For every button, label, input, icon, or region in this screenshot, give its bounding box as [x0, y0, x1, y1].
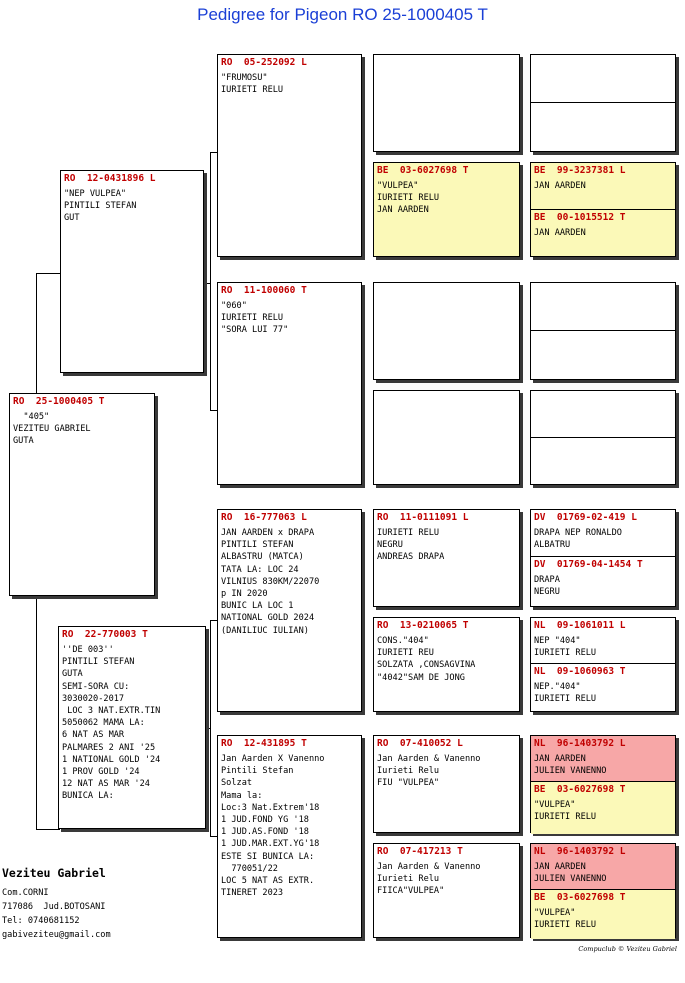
pigeon-info-line: ''DE 003'': [62, 645, 114, 655]
pigeon-info-line: BUNICA LA:: [62, 791, 114, 802]
connector-line: [36, 596, 37, 829]
pigeon-info-line: Pintili Stefan: [221, 766, 294, 777]
pigeon-ring-id: BE 03-6027698 T: [534, 892, 626, 903]
pigeon-info-line: SEMI-SORA CU:: [62, 681, 130, 692]
pigeon-info-line: IURIETI RELU: [377, 193, 440, 204]
pigeon-info-line: VILNIUS 830KM/22070: [221, 576, 320, 587]
pigeon-info-line: NEGRU: [534, 587, 560, 598]
pigeon-card-dam-sire-sire[interactable]: [373, 509, 520, 607]
pigeon-info-line: 1 JUD.AS.FOND '18: [221, 827, 309, 838]
pigeon-info-line: Jan Aarden & Vanenno: [377, 862, 481, 872]
pigeon-info-line: IURIETI RELU: [221, 313, 284, 324]
pigeon-info-line: IURIETI RELU: [534, 920, 597, 931]
pigeon-ring-id: RO 13-0210065 T: [377, 620, 469, 631]
pigeon-info-line: 770051/22: [221, 863, 278, 874]
pigeon-info-line: PINTILI STEFAN: [221, 540, 294, 551]
pigeon-info-line: PINTILI STEFAN: [64, 201, 137, 212]
pigeon-card-empty[interactable]: [373, 54, 520, 152]
connector-line: [210, 836, 217, 837]
pigeon-ring-id: RO 12-431895 T: [221, 738, 307, 749]
pigeon-info-line: Iurieti Relu: [377, 766, 440, 777]
connector-line: [36, 829, 60, 830]
pigeon-info-line: BUNIC LA LOC 1: [221, 601, 294, 612]
connector-line: [210, 152, 217, 153]
pigeon-card-empty[interactable]: [373, 282, 520, 380]
pigeon-card-dam-dam[interactable]: [217, 735, 362, 938]
pigeon-info-line: IURIETI RELU: [377, 528, 440, 538]
pigeon-info-line: Mama la:: [221, 790, 263, 801]
owner-name: Veziteu Gabriel: [2, 866, 106, 880]
pigeon-info-line: CONS."404": [377, 636, 429, 646]
pigeon-info-line: NEGRU: [377, 540, 403, 551]
pigeon-info-line: ALBASTRU (MATCA): [221, 552, 304, 563]
pigeon-info-line: GUTA: [62, 669, 83, 680]
pigeon-card-dam[interactable]: [58, 626, 206, 829]
pigeon-info-line: JAN AARDEN x DRAPA: [221, 528, 315, 538]
pigeon-card-empty[interactable]: [373, 390, 520, 485]
pigeon-card-sire[interactable]: [60, 170, 204, 373]
pigeon-card-pair-dam-sire-dam[interactable]: [530, 617, 676, 712]
owner-address-line: 717086 Jud.BOTOSANI: [2, 902, 106, 912]
page-title: Pedigree for Pigeon RO 25-1000405 T: [197, 5, 488, 24]
pigeon-info-line: FIU "VULPEA": [377, 778, 440, 789]
pigeon-ring-id: NL 96-1403792 L: [534, 846, 626, 857]
pigeon-ring-id: BE 03-6027698 T: [377, 165, 469, 176]
pigeon-card-dam-sire[interactable]: [217, 509, 362, 712]
pigeon-ring-id: RO 11-100060 T: [221, 285, 307, 296]
pigeon-ring-id: RO 07-410052 L: [377, 738, 463, 749]
pigeon-ring-id: DV 01769-02-419 L: [534, 512, 637, 523]
owner-phone: Tel: 0740681152: [2, 916, 80, 926]
pigeon-info-line: Solzat: [221, 778, 253, 789]
pigeon-card-dam-sire-dam[interactable]: [373, 617, 520, 712]
pigeon-info-line: IURIETI RELU: [534, 648, 597, 659]
connector-line: [210, 410, 217, 411]
pigeon-ring-id: RO 05-252092 L: [221, 57, 307, 68]
pigeon-info-line: FIICA"VULPEA": [377, 886, 445, 897]
pigeon-info-line: 1 JUD.FOND YG '18: [221, 815, 309, 826]
pigeon-info-line: JAN AARDEN: [377, 205, 429, 216]
pigeon-card-empty-pair[interactable]: [530, 54, 676, 152]
pigeon-info-line: VEZITEU GABRIEL: [13, 424, 91, 435]
pigeon-info-line: Iurieti Relu: [377, 874, 440, 885]
pigeon-info-line: IURIETI RELU: [534, 694, 597, 705]
pigeon-card-dam-dam-sire[interactable]: [373, 735, 520, 833]
pigeon-card-sire-sire-dam[interactable]: [373, 162, 520, 257]
pigeon-info-line: TATA LA: LOC 24: [221, 564, 299, 575]
pigeon-info-line: SOLZATA ,CONSAGVINA: [377, 660, 476, 671]
pigeon-info-line: Jan Aarden X Vanenno: [221, 754, 325, 764]
pigeon-info-line: "060": [221, 301, 247, 311]
pigeon-info-line: 1 PROV GOLD '24: [62, 767, 140, 778]
footer-credit: Compuclub © Veziteu Gabriel: [578, 945, 677, 953]
pigeon-info-line: JAN AARDEN: [534, 862, 586, 872]
pigeon-ring-id: BE 03-6027698 T: [534, 784, 626, 795]
pigeon-info-line: GUTA: [13, 436, 34, 447]
pigeon-info-line: PALMARES 2 ANI '25: [62, 742, 156, 753]
pigeon-info-line: "405": [13, 412, 50, 422]
pigeon-ring-id: RO 07-417213 T: [377, 846, 463, 857]
pigeon-ring-id: NL 96-1403792 L: [534, 738, 626, 749]
pigeon-info-line: NEP."404": [534, 682, 581, 692]
pigeon-info-line: LOC 5 NAT AS EXTR.: [221, 876, 315, 887]
pigeon-info-line: "VULPEA": [534, 800, 576, 810]
pigeon-card-pair-sire-sire-dam[interactable]: [530, 162, 676, 257]
pigeon-ring-id: RO 12-0431896 L: [64, 173, 156, 184]
pigeon-info-line: "VULPEA": [534, 908, 576, 918]
pigeon-card-subject[interactable]: [9, 393, 155, 596]
pigeon-ring-id: NL 09-1060963 T: [534, 666, 626, 677]
pigeon-info-line: IURIETI REU: [377, 648, 434, 659]
pigeon-info-line: 1 JUD.MAR.EXT.YG'18: [221, 839, 320, 850]
pigeon-info-line: IURIETI RELU: [534, 812, 597, 823]
pigeon-info-line: NATIONAL GOLD 2024: [221, 613, 315, 624]
connector-line: [210, 152, 211, 410]
pigeon-card-sire-dam[interactable]: [217, 282, 362, 485]
pigeon-ring-id: RO 25-1000405 T: [13, 396, 105, 407]
pigeon-info-line: p IN 2020: [221, 589, 268, 600]
pigeon-ring-id: NL 09-1061011 L: [534, 620, 626, 631]
connector-line: [36, 273, 37, 393]
pigeon-ring-id: RO 22-770003 T: [62, 629, 148, 640]
pigeon-info-line: JAN AARDEN: [534, 228, 586, 238]
pigeon-info-line: JAN AARDEN: [534, 754, 586, 764]
pigeon-info-line: ALBATRU: [534, 540, 571, 551]
pigeon-info-line: "FRUMOSU": [221, 73, 268, 83]
pigeon-info-line: "VULPEA": [377, 181, 419, 191]
pigeon-info-line: "SORA LUI 77": [221, 325, 289, 336]
connector-line: [36, 273, 60, 274]
pigeon-info-line: GUT: [64, 213, 80, 224]
pigeon-info-line: TINERET 2023: [221, 888, 284, 899]
pigeon-info-line: ANDREAS DRAPA: [377, 552, 445, 563]
pigeon-info-line: JAN AARDEN: [534, 181, 586, 191]
pigeon-info-line: JULIEN VANENNO: [534, 766, 607, 777]
pigeon-info-line: PINTILI STEFAN: [62, 657, 135, 668]
pigeon-info-line: JULIEN VANENNO: [534, 874, 607, 885]
pigeon-info-line: 6 NAT AS MAR: [62, 730, 125, 741]
pigeon-info-line: NEP "404": [534, 636, 581, 646]
pigeon-info-line: "NEP VULPEA": [64, 189, 127, 199]
pigeon-info-line: "4042"SAM DE JONG: [377, 672, 465, 683]
pigeon-ring-id: RO 11-0111091 L: [377, 512, 469, 523]
pigeon-card-sire-sire[interactable]: [217, 54, 362, 257]
pigeon-info-line: IURIETI RELU: [221, 85, 284, 96]
pigeon-info-line: DRAPA: [534, 575, 560, 585]
owner-email: gabiveziteu@gmail.com: [2, 930, 111, 940]
pigeon-ring-id: DV 01769-04-1454 T: [534, 559, 643, 570]
pigeon-card-empty-pair[interactable]: [530, 282, 676, 380]
pigeon-card-pair-dam-dam-dam[interactable]: [530, 843, 676, 938]
pigeon-ring-id: BE 00-1015512 T: [534, 212, 626, 223]
pigeon-info-line: Jan Aarden & Vanenno: [377, 754, 481, 764]
pigeon-ring-id: BE 99-3237381 L: [534, 165, 626, 176]
pigeon-info-line: 1 NATIONAL GOLD '24: [62, 754, 161, 765]
pigeon-info-line: ESTE SI BUNICA LA:: [221, 851, 315, 862]
pigeon-info-line: 3030020-2017: [62, 693, 125, 704]
pigeon-info-line: LOC 3 NAT.EXTR.TIN: [62, 706, 161, 717]
pigeon-info-line: DRAPA NEP RONALDO: [534, 528, 622, 538]
pigeon-info-line: (DANILIUC IULIAN): [221, 625, 309, 636]
pigeon-info-line: 5050062 MAMA LA:: [62, 718, 145, 729]
connector-line: [210, 620, 211, 836]
owner-address-line: Com.CORNI: [2, 888, 49, 898]
pigeon-card-pair-dam-sire-sire[interactable]: [530, 509, 676, 607]
pigeon-card-dam-dam-dam[interactable]: [373, 843, 520, 938]
pigeon-info-line: 12 NAT AS MAR '24: [62, 779, 150, 790]
owner-info: [2, 866, 111, 942]
connector-line: [210, 620, 217, 621]
pigeon-card-pair-dam-dam-sire[interactable]: [530, 735, 676, 833]
pigeon-card-empty-pair[interactable]: [530, 390, 676, 485]
pigeon-info-line: Loc:3 Nat.Extrem'18: [221, 802, 320, 813]
pigeon-ring-id: RO 16-777063 L: [221, 512, 307, 523]
